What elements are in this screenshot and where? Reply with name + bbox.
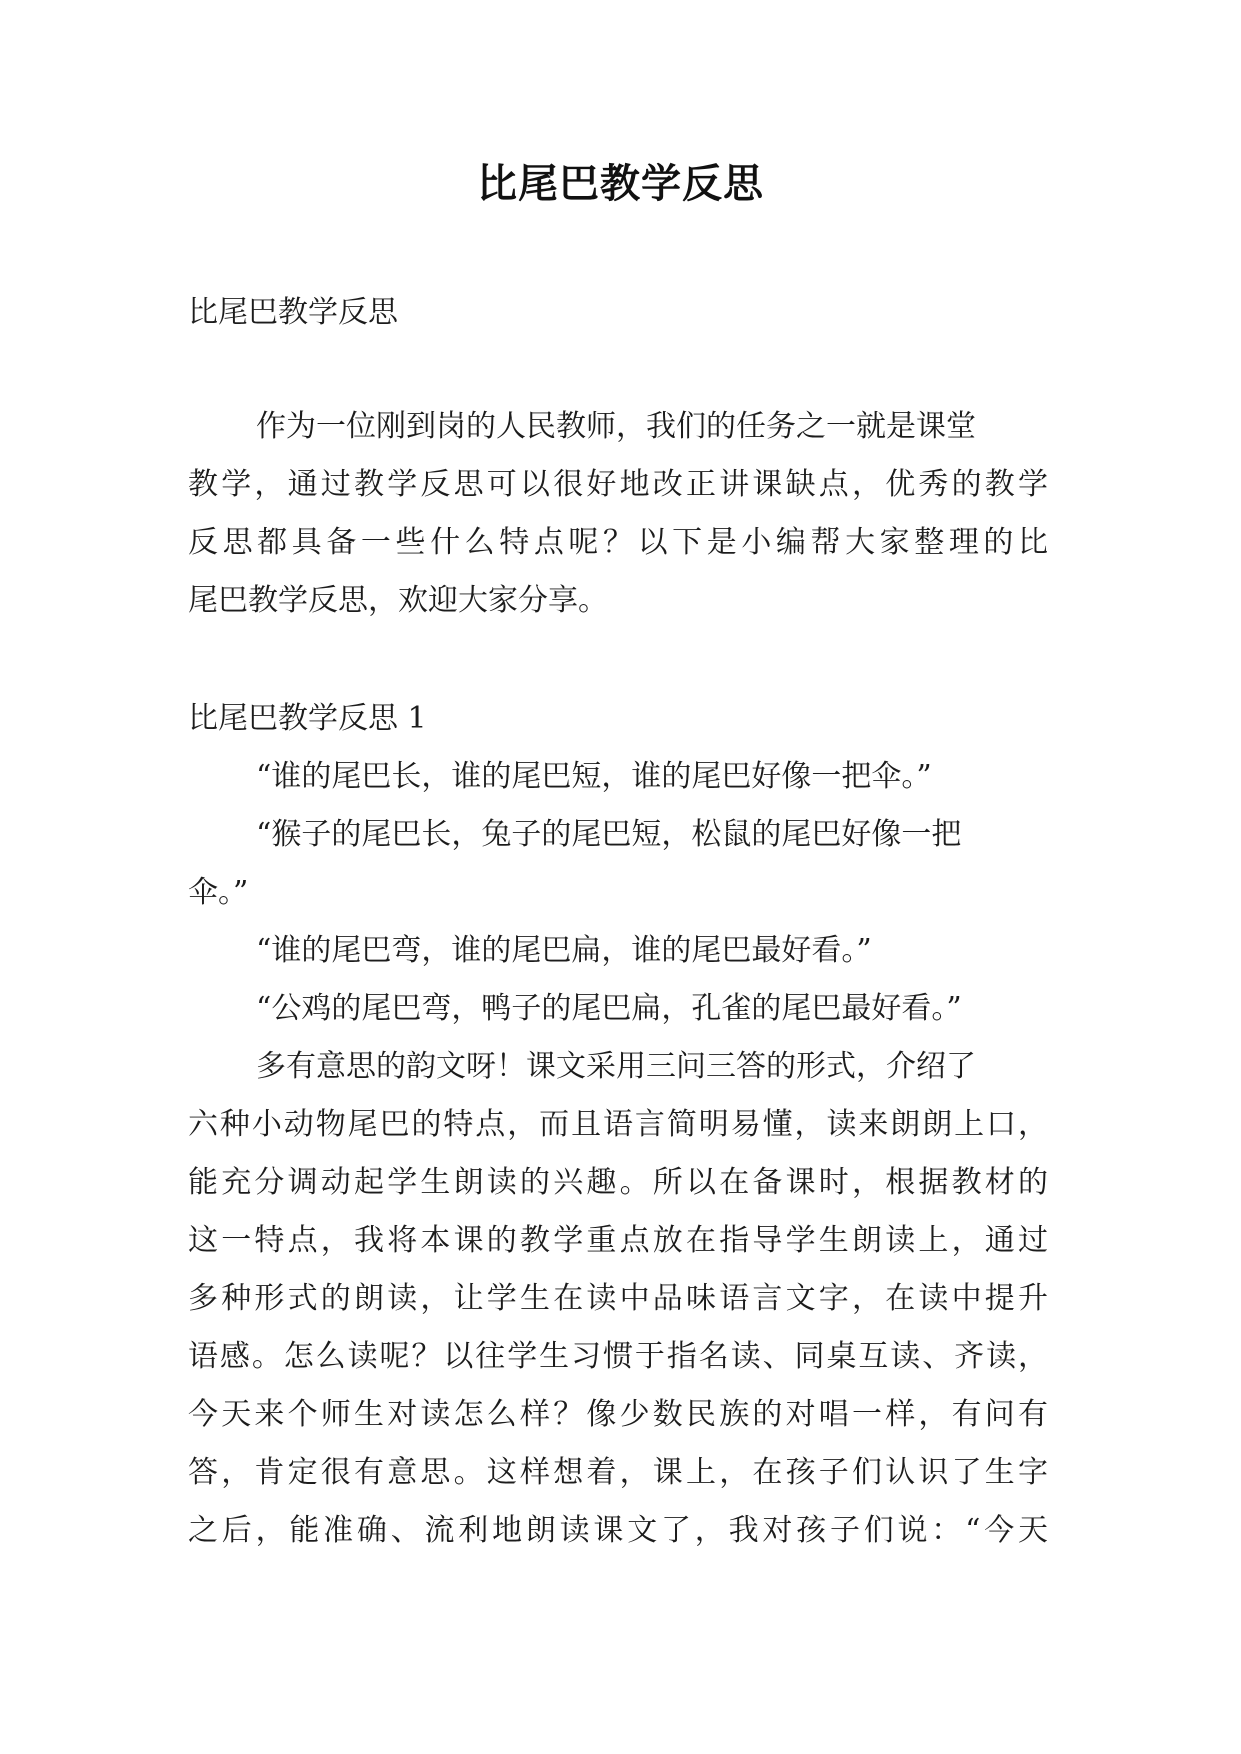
body-line-8: 能充分调动起学生朗读的兴趣。所以在备课时，根据教材的	[188, 1165, 1048, 1200]
body-line-4: “谁的尾巴弯，谁的尾巴扁，谁的尾巴最好看。”	[256, 933, 872, 968]
section-heading: 比尾巴教学反思 1	[188, 701, 427, 736]
body-line-11: 语感。怎么读呢？以往学生习惯于指名读、同桌互读、齐读，	[188, 1339, 1048, 1374]
body-line-14: 之后，能准确、流利地朗读课文了，我对孩子们说：“今天	[188, 1513, 1048, 1548]
body-line-5: “公鸡的尾巴弯，鸭子的尾巴扁，孔雀的尾巴最好看。”	[256, 991, 962, 1026]
document-title: 比尾巴教学反思	[477, 160, 764, 207]
body-line-6: 多有意思的韵文呀！课文采用三问三答的形式，介绍了	[256, 1049, 976, 1084]
intro-line-2: 教学，通过教学反思可以很好地改正讲课缺点，优秀的教学	[188, 467, 1048, 502]
body-line-1: “谁的尾巴长，谁的尾巴短，谁的尾巴好像一把伞。”	[256, 759, 932, 794]
body-line-13: 答，肯定很有意思。这样想着，课上，在孩子们认识了生字	[188, 1455, 1048, 1490]
intro-line-4: 尾巴教学反思，欢迎大家分享。	[188, 583, 608, 618]
document-subtitle: 比尾巴教学反思	[188, 295, 398, 330]
body-line-7: 六种小动物尾巴的特点，而且语言简明易懂，读来朗朗上口，	[188, 1107, 1048, 1142]
body-line-3: 伞。”	[188, 875, 249, 910]
body-line-9: 这一特点，我将本课的教学重点放在指导学生朗读上，通过	[188, 1223, 1048, 1258]
body-line-2: “猴子的尾巴长，兔子的尾巴短，松鼠的尾巴好像一把	[256, 817, 962, 852]
body-line-12: 今天来个师生对读怎么样？像少数民族的对唱一样，有问有	[188, 1397, 1048, 1432]
intro-line-1: 作为一位刚到岗的人民教师，我们的任务之一就是课堂	[256, 409, 976, 444]
intro-line-3: 反思都具备一些什么特点呢？以下是小编帮大家整理的比	[188, 525, 1048, 560]
body-line-10: 多种形式的朗读，让学生在读中品味语言文字，在读中提升	[188, 1281, 1048, 1316]
